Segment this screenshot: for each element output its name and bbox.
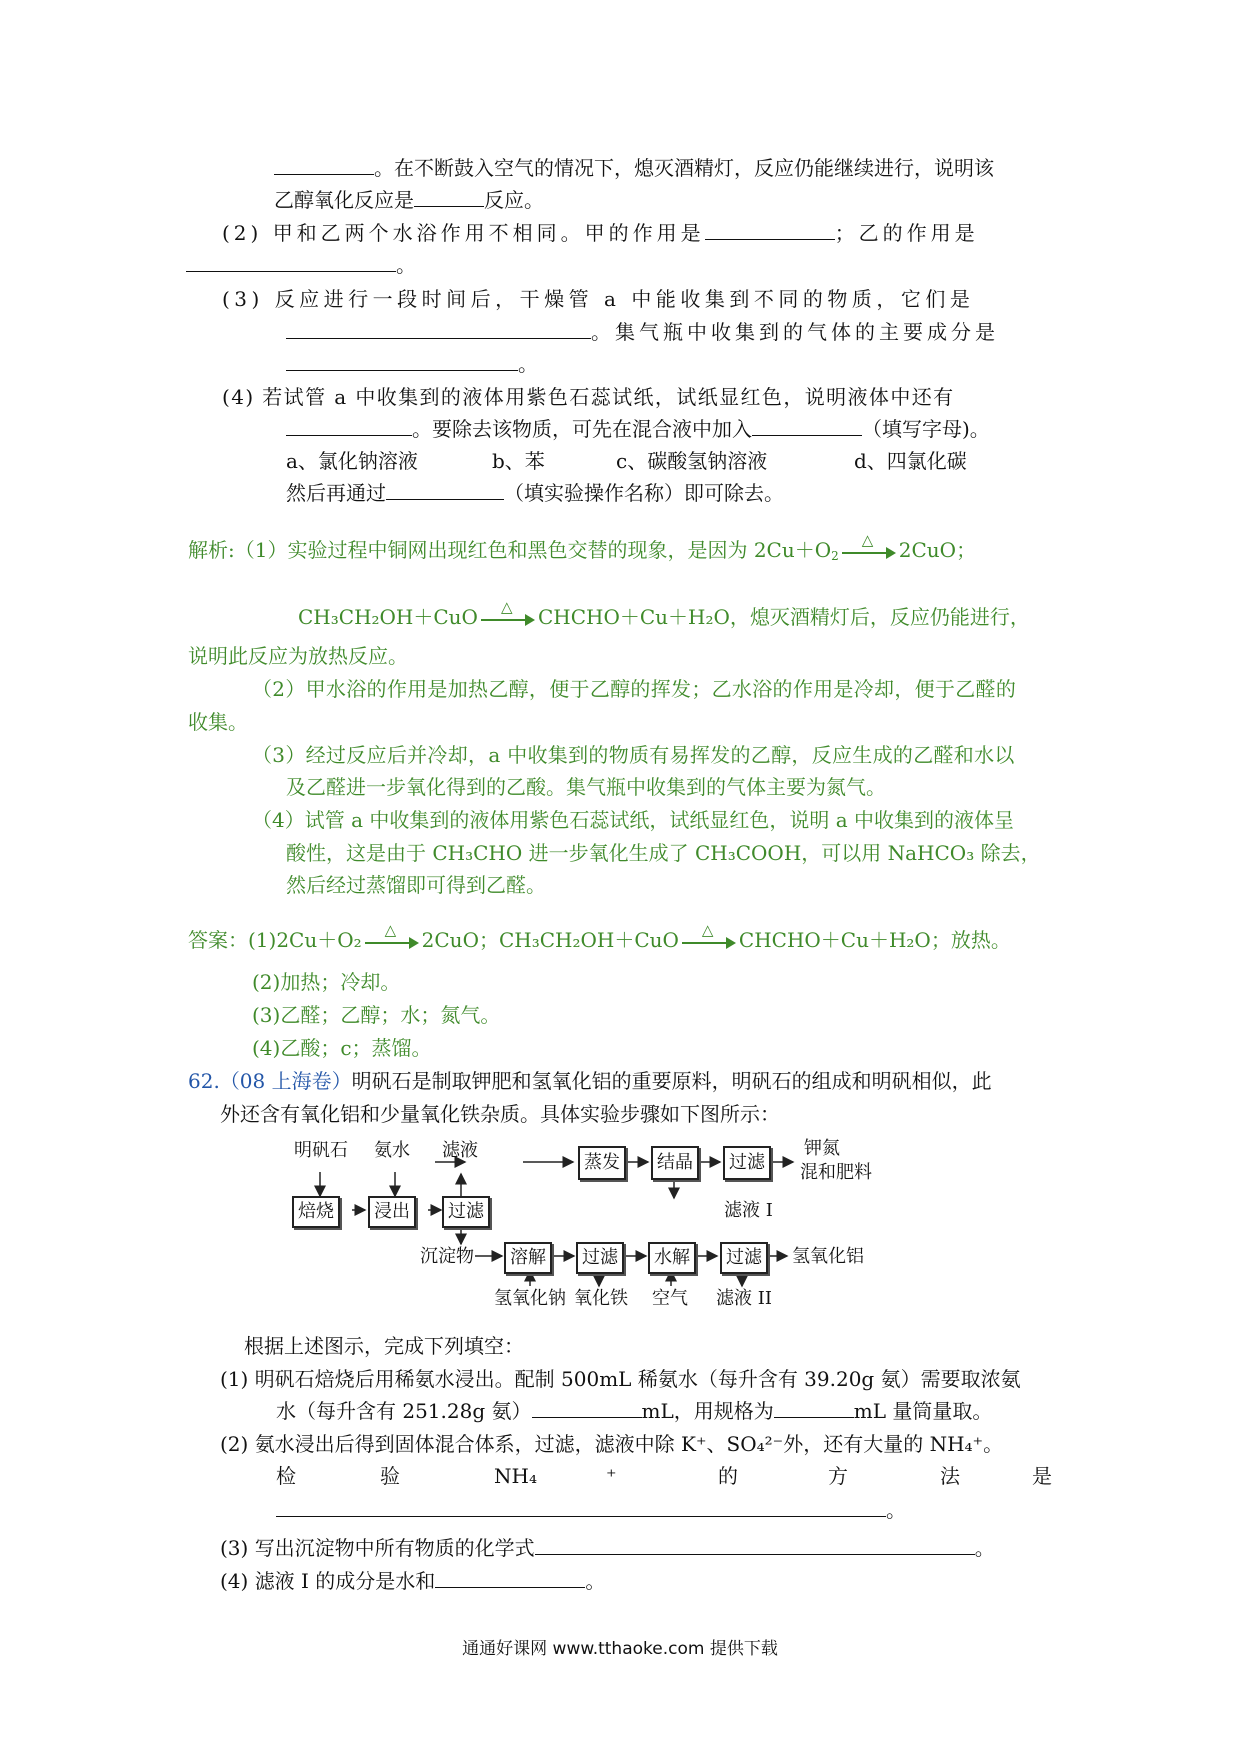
blank: [414, 186, 484, 207]
q62-sub-4: [220, 1567, 605, 1595]
blank: [774, 1397, 854, 1418]
q62-intro: [244, 1332, 524, 1360]
label-lvye-1: 滤液 I: [724, 1200, 773, 1221]
label-yanghuatie: 氧化铁: [574, 1288, 628, 1309]
text: 说明此反应为放热反应。: [188, 644, 408, 668]
text: （2）甲水浴的作用是加热乙醇，便于乙醇的挥发；乙水浴的作用是冷却，便于乙醛的: [252, 677, 1017, 701]
text: 及乙醛进一步氧化得到的乙酸。集气瓶中收集到的气体主要为氮气。: [286, 775, 886, 799]
word: 的: [718, 1464, 738, 1488]
process-flow-diagram: [290, 1140, 970, 1310]
option-a: a、氯化钠溶液: [286, 449, 418, 473]
text: (2)加热；冷却。: [252, 970, 401, 994]
step-zhengfa: [578, 1146, 626, 1180]
answer-line-2: [252, 968, 400, 996]
blank: [532, 1397, 642, 1418]
text: （填写字母)。: [862, 417, 990, 441]
step-beishao: [292, 1196, 340, 1228]
blank: [286, 350, 518, 371]
blank: [274, 154, 374, 175]
text: 明矾石是制取钾肥和氢氧化铝的重要原料，明矾石的组成和明矾相似，此: [351, 1069, 992, 1093]
q61-line-1: [274, 154, 994, 182]
text: 。集气瓶中收集到的气体的主要成分是: [591, 320, 999, 344]
text: （3）经过反应后并冷却，a 中收集到的物质有易挥发的乙醇，反应生成的乙醛和水以: [252, 743, 1015, 767]
text: 反应。: [484, 188, 544, 212]
text: 水（每升含有 251.28g 氨）: [276, 1399, 532, 1423]
heat-symbol: △: [384, 920, 397, 939]
q62-sub-1-line-1: [220, 1365, 1021, 1393]
step-guolv-1: [723, 1146, 771, 1180]
text: 然后经过蒸馏即可得到乙醛。: [286, 873, 546, 897]
text: 过滤: [582, 1247, 618, 1268]
step-guolv-3: [720, 1242, 768, 1274]
answer-line-4: [252, 1034, 432, 1062]
text: 蒸发: [584, 1152, 620, 1173]
analysis-line-10: [286, 871, 546, 899]
answer-line-1: [188, 920, 1011, 954]
heat-symbol: △: [861, 530, 874, 549]
text: (4) 若试管 a 中收集到的液体用紫色石蕊试纸，试纸显红色，说明液体中还有: [222, 385, 955, 409]
word: 验: [380, 1464, 400, 1488]
step-guolv-main: [442, 1196, 490, 1228]
text: 结晶: [657, 1152, 693, 1173]
text: 。要除去该物质，可先在混合液中加入: [412, 417, 752, 441]
text: mL 量筒量取。: [853, 1399, 993, 1423]
q61-part-3-line-3: [286, 350, 538, 378]
text: 外还含有氧化铝和少量氧化铁杂质。具体实验步骤如下图所示：: [220, 1102, 780, 1126]
label-jiadan: 钾氮: [804, 1138, 840, 1159]
label-hunhe-feiliao: 混和肥料: [800, 1162, 872, 1183]
text: 。: [396, 253, 416, 277]
text: 。在不断鼓入空气的情况下，熄灭酒精灯，反应仍能继续进行，说明该: [374, 156, 994, 180]
analysis-line-6: [252, 741, 1015, 769]
q62-sub-1-line-2: [276, 1397, 992, 1425]
text: （填实验操作名称）即可除去。: [504, 481, 784, 505]
text: 解析:（1）实验过程中铜网出现红色和黑色交替的现象，是因为 2Cu＋O: [188, 538, 832, 562]
text: ；乙的作用是: [834, 221, 979, 245]
text: 过滤: [729, 1152, 765, 1173]
text: 酸性，这是由于 CH₃CHO 进一步氧化生成了 CH₃COOH，可以用 NaHCO₃ 除去，: [286, 841, 1041, 865]
text: (4) 滤液 I 的成分是水和: [220, 1569, 436, 1593]
step-jinchu: [368, 1196, 416, 1228]
heat-arrow: [365, 920, 419, 950]
option-b: b、苯: [492, 449, 545, 473]
heat-symbol: △: [500, 597, 513, 616]
analysis-line-8: [252, 806, 1014, 834]
analysis-line-4: [252, 675, 1016, 703]
option-d: d、四氯化碳: [854, 449, 967, 473]
q62-sub-3: [220, 1534, 995, 1562]
analysis-line-9: [286, 839, 1041, 867]
blank: [752, 415, 862, 436]
blank: [276, 1496, 886, 1517]
text: (3) 写出沉淀物中所有物质的化学式: [220, 1536, 535, 1560]
label-mingfanshi: 明矾石: [294, 1140, 348, 1161]
analysis-line-1: [188, 530, 977, 564]
answer-line-3: [252, 1001, 500, 1029]
q61-part-2: [222, 219, 979, 247]
q61-part-2-end: [186, 251, 416, 279]
blank: [386, 479, 504, 500]
blank: [186, 251, 396, 272]
q62-line-1: [188, 1067, 992, 1095]
text: 2CuO；: [898, 538, 977, 562]
page-footer: 通通好课网 www.tthaoke.com 提供下载: [462, 1639, 778, 1659]
label-qingyanghuana: 氢氧化钠: [494, 1288, 566, 1309]
heat-arrow: [682, 920, 736, 950]
word: 法: [940, 1464, 960, 1488]
text: (3) 反应进行一段时间后，干燥管 a 中能收集到不同的物质，它们是: [222, 287, 975, 311]
text: （4）试管 a 中收集到的液体用紫色石蕊试纸，试纸显红色，说明 a 中收集到的液体呈: [252, 808, 1015, 832]
text: 。: [974, 1536, 995, 1560]
blank: [535, 1534, 975, 1555]
word: 方: [828, 1464, 848, 1488]
text: 答案：(1)2Cu＋O₂: [188, 928, 362, 952]
question-number: 62.: [188, 1069, 220, 1093]
analysis-line-7: [286, 773, 886, 801]
text: (3)乙醛；乙醇；水；氮气。: [252, 1003, 501, 1027]
option-c: c、碳酸氢钠溶液: [616, 449, 768, 473]
analysis-line-3: [188, 642, 408, 670]
q61-part-4-line-4: [286, 479, 784, 507]
text: 乙醇氧化反应是: [274, 188, 414, 212]
analysis-line-5: [188, 708, 248, 736]
text: 过滤: [726, 1247, 762, 1268]
text: 。: [886, 1498, 906, 1522]
text: 焙烧: [298, 1201, 334, 1222]
q61-line-2: [274, 186, 544, 214]
heat-arrow: [481, 597, 535, 627]
heat-arrow: [842, 530, 896, 560]
step-jiejing: [651, 1146, 699, 1180]
label-anshui: 氨水: [374, 1140, 410, 1161]
q61-part-3-line-2: [286, 318, 999, 346]
subscript: 2: [831, 549, 839, 563]
word: 检: [276, 1464, 296, 1488]
word: 是: [1032, 1464, 1052, 1488]
text: 。: [585, 1569, 606, 1593]
word: ⁺: [606, 1464, 617, 1488]
label-lvye: 滤液: [442, 1140, 478, 1161]
q61-part-3: [222, 285, 974, 313]
label-lvye-2: 滤液 II: [716, 1288, 772, 1309]
text: CHCHO＋Cu＋H₂O，熄灭酒精灯后，反应仍能进行，: [537, 605, 1030, 629]
text: 然后再通过: [286, 481, 386, 505]
step-shuijie: [648, 1242, 696, 1274]
step-rongjie: [504, 1242, 552, 1274]
label-qingyanghualv: 氢氧化铝: [792, 1246, 864, 1267]
step-guolv-2: [576, 1242, 624, 1274]
text: (2) 氨水浸出后得到固体混合体系，过滤，滤液中除 K⁺、SO₄²⁻外，还有大量的 NH₄⁺。: [220, 1432, 1004, 1456]
blank: [286, 318, 591, 339]
text: 溶解: [510, 1247, 546, 1268]
text: (1) 明矾石焙烧后用稀氨水浸出。配制 500mL 稀氨水（每升含有 39.20g 氨）需要取浓氨: [220, 1367, 1021, 1391]
text: CHCHO＋Cu＋H₂O；放热。: [738, 928, 1011, 952]
q62-sub-2-line-1: [220, 1430, 1003, 1458]
text: 过滤: [448, 1201, 484, 1222]
text: (4)乙酸；c；蒸馏。: [252, 1036, 432, 1060]
blank: [286, 415, 412, 436]
blank: [705, 219, 835, 240]
text: 根据上述图示，完成下列填空：: [244, 1334, 524, 1358]
q62-sub-2-line-3: [276, 1496, 906, 1524]
text: 收集。: [188, 710, 248, 734]
text: mL，用规格为: [641, 1399, 774, 1423]
blank: [435, 1567, 585, 1588]
text: 水解: [654, 1247, 690, 1268]
heat-symbol: △: [701, 920, 714, 939]
label-kongqi: 空气: [652, 1288, 688, 1309]
q61-part-4: [222, 383, 955, 411]
question-source: （08 上海卷）: [219, 1069, 352, 1093]
word: NH₄: [494, 1464, 537, 1488]
q62-line-2: [220, 1100, 780, 1128]
analysis-line-2: [298, 597, 1030, 631]
text: CH₃CH₂OH＋CuO: [298, 605, 478, 629]
text: (2) 甲和乙两个水浴作用不相同。甲的作用是: [222, 221, 705, 245]
text: 。: [518, 352, 538, 376]
q61-part-4-line-2: [286, 415, 990, 443]
text: 2CuO；CH₃CH₂OH＋CuO: [421, 928, 679, 952]
text: 浸出: [374, 1201, 410, 1222]
label-chendianwu: 沉淀物: [420, 1246, 474, 1267]
